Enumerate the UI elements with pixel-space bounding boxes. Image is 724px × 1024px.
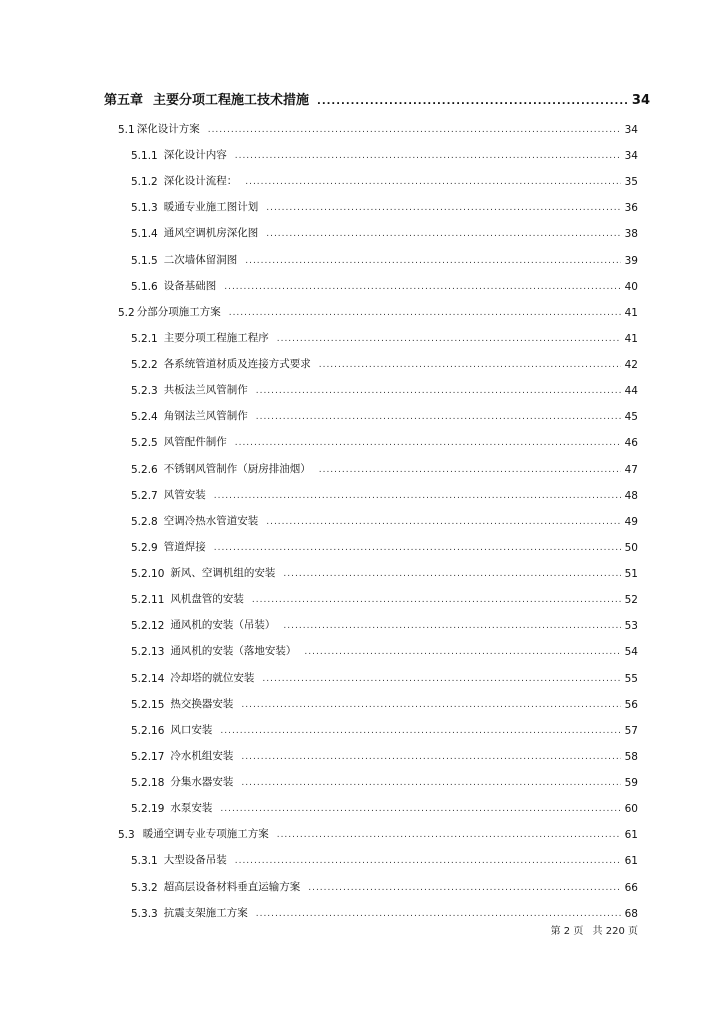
toc-entry-title: 水泵安装 (170, 802, 213, 814)
toc-dot-leader (220, 798, 620, 812)
toc-dot-leader (229, 302, 621, 316)
toc-entry-number: 5.2.12 (131, 620, 165, 632)
toc-entry-number: 5.2.18 (131, 777, 165, 789)
toc-entry-page: 66 (624, 882, 638, 894)
toc-dot-leader (266, 197, 620, 211)
toc-entry-number: 5.2.16 (131, 725, 165, 737)
toc-entry-title: 深化设计流程： (163, 175, 238, 187)
toc-entry-page: 50 (624, 542, 638, 554)
toc-entry-title: 主要分项工程施工程序 (163, 332, 269, 344)
toc-subsection-row[interactable] (131, 247, 638, 267)
toc-dot-leader (283, 615, 620, 629)
toc-entry-number: 5.1.6 (131, 281, 158, 293)
toc-subsection-row[interactable] (131, 168, 638, 188)
toc-subsection-row[interactable] (131, 508, 638, 528)
toc-entry-page: 41 (624, 333, 638, 345)
toc-dot-leader (262, 668, 620, 682)
toc-section-row[interactable] (118, 821, 638, 841)
toc-entry-page: 52 (624, 594, 638, 606)
toc-entry-number: 5.3.2 (131, 882, 158, 894)
toc-entry-page: 54 (624, 646, 638, 658)
toc-entry-page: 47 (624, 464, 638, 476)
toc-entry-number: 5.1 (118, 124, 135, 136)
toc-entry-number: 5.2 (118, 307, 135, 319)
toc-subsection-row[interactable] (131, 429, 638, 449)
toc-dot-leader (317, 91, 628, 105)
toc-dot-leader (220, 720, 620, 734)
toc-entry-number: 5.2.6 (131, 464, 158, 476)
toc-entry-page: 44 (624, 385, 638, 397)
toc-entry-page: 49 (624, 516, 638, 528)
toc-entry-number: 5.3.3 (131, 908, 158, 920)
toc-entry-title: 深化设计内容 (163, 149, 227, 161)
toc-entry-number: 5.2.9 (131, 542, 158, 554)
toc-entry-page: 38 (624, 228, 638, 240)
toc-entry-page: 58 (624, 751, 638, 763)
toc-entry-page: 34 (624, 124, 638, 136)
toc-entry-number: 5.2.13 (131, 646, 165, 658)
toc-entry-number: 5.2.2 (131, 359, 158, 371)
toc-entry-page: 61 (624, 855, 638, 867)
toc-entry-title: 大型设备吊装 (163, 854, 227, 866)
toc-entry-page: 53 (624, 620, 638, 632)
toc-subsection-row[interactable] (131, 900, 638, 920)
toc-entry-title: 通风空调机房深化图 (163, 227, 259, 239)
toc-entry-page: 46 (624, 437, 638, 449)
toc-entry-page: 45 (624, 411, 638, 423)
toc-entry-title: 冷水机组安装 (170, 750, 234, 762)
toc-subsection-row[interactable] (131, 534, 638, 554)
toc-subsection-row[interactable] (131, 638, 638, 658)
toc-subsection-row[interactable] (131, 194, 638, 214)
toc-entry-page: 56 (624, 699, 638, 711)
toc-entry-title: 通风机的安装（落地安装） (170, 645, 297, 657)
toc-subsection-row[interactable] (131, 612, 638, 632)
toc-dot-leader (235, 145, 621, 159)
toc-entry-number: 5.2.11 (131, 594, 165, 606)
toc-dot-leader (245, 250, 620, 264)
toc-entry-title: 风管安装 (163, 489, 206, 501)
toc-entry-number: 5.2.7 (131, 490, 158, 502)
toc-entry-page: 57 (624, 725, 638, 737)
toc-chapter-number: 第五章 (104, 93, 144, 108)
toc-subsection-row[interactable] (131, 456, 638, 476)
toc-entry-page: 68 (624, 908, 638, 920)
toc-entry-page: 35 (624, 176, 638, 188)
toc-subsection-row[interactable] (131, 586, 638, 606)
toc-dot-leader (256, 406, 621, 420)
toc-entry-title: 风机盘管的安装 (170, 593, 244, 605)
toc-dot-leader (235, 850, 621, 864)
toc-entry-title: 管道焊接 (163, 541, 206, 553)
current-page-label: 第 2 页 (550, 926, 584, 937)
toc-dot-leader (241, 694, 620, 708)
toc-subsection-row[interactable] (131, 220, 638, 240)
toc-dot-leader (283, 563, 620, 577)
toc-subsection-row[interactable] (131, 691, 638, 711)
page-footer (545, 922, 638, 937)
toc-entry-number: 5.2.8 (131, 516, 158, 528)
toc-chapter-title: 主要分项工程施工技术措施 (153, 93, 310, 108)
toc-entry-title: 各系统管道材质及连接方式要求 (163, 358, 311, 370)
toc-entry-title: 空调冷热水管道安装 (163, 515, 259, 527)
toc-subsection-row[interactable] (131, 743, 638, 763)
toc-entry-page: 60 (624, 803, 638, 815)
toc-subsection-row[interactable] (131, 874, 638, 894)
toc-dot-leader (308, 877, 620, 891)
toc-entry-title: 分集水器安装 (170, 776, 234, 788)
toc-subsection-row[interactable] (131, 560, 638, 580)
toc-dot-leader (235, 432, 621, 446)
toc-dot-leader (266, 223, 620, 237)
toc-entry-title: 抗震支架施工方案 (163, 907, 248, 919)
toc-dot-leader (252, 589, 621, 603)
toc-entry-page: 48 (624, 490, 638, 502)
toc-entry-title: 角钢法兰风管制作 (163, 410, 248, 422)
toc-entry-page: 51 (624, 568, 638, 580)
toc-section-row[interactable] (118, 299, 638, 319)
toc-entry-number: 5.2.17 (131, 751, 165, 763)
toc-dot-leader (277, 824, 621, 838)
toc-entry-title: 设备基础图 (163, 280, 217, 292)
toc-subsection-row[interactable] (131, 325, 638, 345)
toc-chapter-page: 34 (631, 93, 650, 108)
toc-dot-leader (241, 772, 620, 786)
toc-entry-number: 5.2.14 (131, 673, 165, 685)
toc-subsection-row[interactable] (131, 273, 638, 293)
toc-entry-number: 5.1.4 (131, 228, 158, 240)
toc-entry-number: 5.1.5 (131, 255, 158, 267)
toc-entry-title: 共板法兰风管制作 (163, 384, 248, 396)
toc-entry-title: 风口安装 (170, 724, 213, 736)
toc-subsection-row[interactable] (131, 795, 638, 815)
toc-subsection-row[interactable] (131, 351, 638, 371)
toc-subsection-row[interactable] (131, 377, 638, 397)
toc-dot-leader (304, 641, 620, 655)
toc-entry-number: 5.2.15 (131, 699, 165, 711)
toc-dot-leader (256, 903, 621, 917)
toc-entry-number: 5.1.3 (131, 202, 158, 214)
toc-dot-leader (241, 746, 620, 760)
toc-entry-title: 暖通专业施工图计划 (163, 201, 259, 213)
toc-dot-leader (214, 485, 621, 499)
toc-subsection-row[interactable] (131, 142, 638, 162)
toc-dot-leader (319, 354, 621, 368)
toc-entry-number: 5.3 (118, 829, 135, 841)
toc-section-row[interactable] (118, 116, 638, 136)
toc-entry-number: 5.2.5 (131, 437, 158, 449)
toc-entry-number: 5.1.1 (131, 150, 158, 162)
toc-entry-number: 5.2.19 (131, 803, 165, 815)
toc-chapter-row[interactable] (104, 88, 650, 108)
toc-dot-leader (224, 276, 620, 290)
toc-entry-page: 41 (624, 307, 638, 319)
toc-subsection-row[interactable] (131, 717, 638, 737)
toc-entry-title: 分部分项施工方案 (136, 306, 221, 318)
toc-entry-page: 42 (624, 359, 638, 371)
toc-subsection-row[interactable] (131, 403, 638, 423)
toc-entry-title: 新风、空调机组的安装 (170, 567, 276, 579)
toc-entry-page: 39 (624, 255, 638, 267)
toc-entry-page: 59 (624, 777, 638, 789)
toc-entry-title: 超高层设备材料垂直运输方案 (163, 881, 301, 893)
toc-dot-leader (256, 380, 621, 394)
toc-entry-title: 深化设计方案 (136, 123, 200, 135)
toc-entry-title: 不锈钢风管制作（厨房排油烟） (163, 463, 311, 475)
toc-entry-title: 热交换器安装 (170, 698, 234, 710)
toc-entry-page: 40 (624, 281, 638, 293)
toc-entry-title: 冷却塔的就位安装 (170, 672, 255, 684)
toc-entry-title: 风管配件制作 (163, 436, 227, 448)
toc-dot-leader (319, 459, 621, 473)
toc-dot-leader (214, 537, 621, 551)
toc-entry-number: 5.3.1 (131, 855, 158, 867)
toc-dot-leader (245, 171, 620, 185)
toc-subsection-row[interactable] (131, 482, 638, 502)
toc-entry-title: 暖通空调专业专项施工方案 (142, 828, 269, 840)
toc-entry-number: 5.2.10 (131, 568, 165, 580)
toc-entry-page: 61 (624, 829, 638, 841)
toc-dot-leader (266, 511, 620, 525)
toc-entry-page: 36 (624, 202, 638, 214)
toc-entry-page: 55 (624, 673, 638, 685)
total-pages-label: 共 220 页 (592, 926, 638, 937)
toc-entry-number: 5.2.1 (131, 333, 158, 345)
toc-dot-leader (208, 119, 621, 133)
toc-entry-page: 34 (624, 150, 638, 162)
toc-entry-title: 通风机的安装（吊装） (170, 619, 276, 631)
toc-entry-number: 5.2.4 (131, 411, 158, 423)
toc-subsection-row[interactable] (131, 769, 638, 789)
toc-subsection-row[interactable] (131, 665, 638, 685)
toc-entry-number: 5.1.2 (131, 176, 158, 188)
toc-entry-title: 二次墙体留洞图 (163, 254, 238, 266)
toc-entry-number: 5.2.3 (131, 385, 158, 397)
toc-dot-leader (277, 328, 621, 342)
toc-subsection-row[interactable] (131, 847, 638, 867)
